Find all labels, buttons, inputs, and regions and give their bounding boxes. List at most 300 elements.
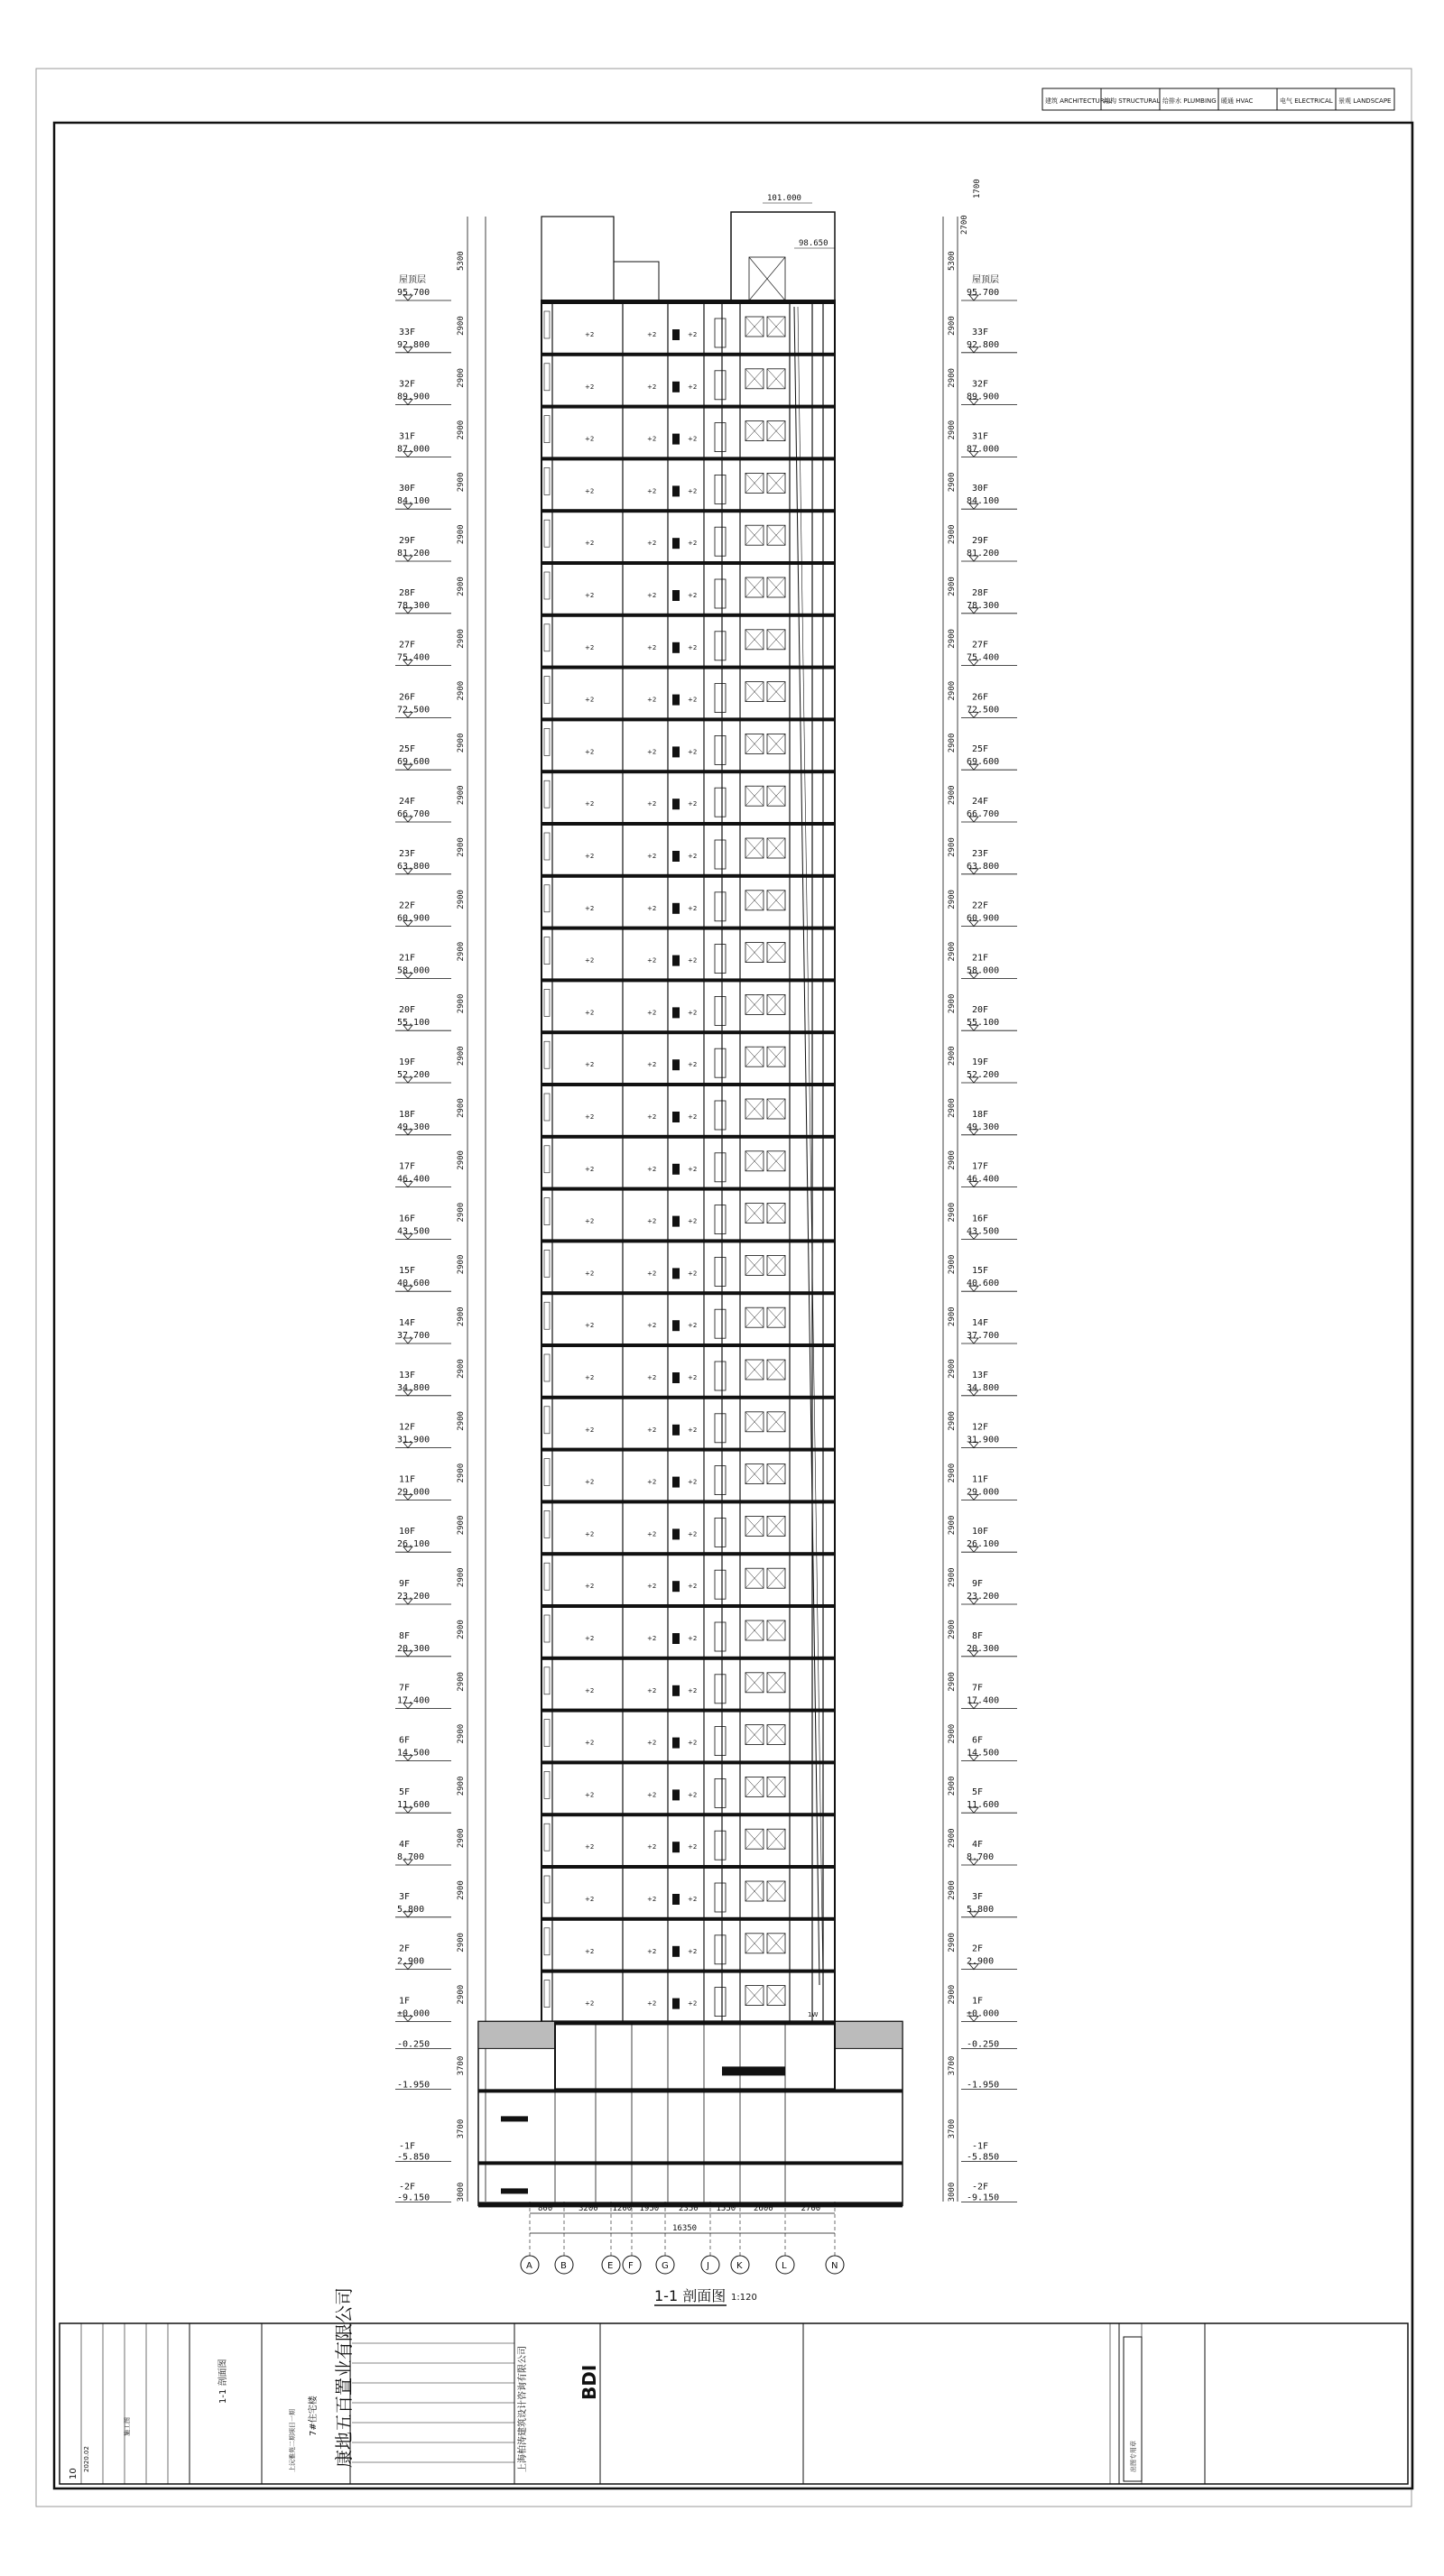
grid-total-dim: 16350 — [672, 2224, 698, 2233]
level-elev-right: 14.500 — [967, 1748, 1000, 1759]
level-elev-right: 75.400 — [967, 652, 1000, 663]
room-tag: +2 — [585, 1113, 595, 1121]
level-elev-right: 84.100 — [967, 496, 1000, 507]
level-name-right: 12F — [972, 1422, 989, 1433]
level-elev-left: 23.200 — [397, 1592, 430, 1602]
level-elev-left: 60.900 — [397, 913, 430, 924]
level-name-left: 4F — [399, 1840, 411, 1850]
floor-slab — [542, 1448, 835, 1452]
storey-dim-right: 2900 — [948, 1776, 957, 1796]
level-name-left: 9F — [399, 1579, 411, 1589]
floor-slab — [542, 1396, 835, 1399]
sheet-outer-border — [36, 69, 1412, 2507]
room-tag: +2 — [688, 1739, 698, 1747]
level-elev-right: 95.700 — [967, 288, 1000, 298]
storey-dim-left: 2900 — [457, 1567, 466, 1588]
room-tag: +2 — [647, 592, 657, 599]
floor-slab — [542, 1760, 835, 1764]
level-labels-right — [943, 179, 1017, 2202]
sub-level-name-right: -1F — [972, 2141, 989, 2152]
level-elev-right: 63.800 — [967, 861, 1000, 872]
level-name-right: 16F — [972, 1214, 989, 1224]
room-tag: +2 — [688, 1061, 698, 1069]
section-scale: 1:120 — [731, 2293, 757, 2303]
room-tag: +2 — [647, 1009, 657, 1017]
level-elev-right: 40.600 — [967, 1279, 1000, 1289]
storey-dim-right: 2900 — [948, 993, 957, 1014]
level-name-right: 19F — [972, 1057, 989, 1067]
level-elev-left: 14.500 — [397, 1748, 430, 1759]
level-elev-right: 8.700 — [967, 1852, 995, 1862]
room-tag: +2 — [647, 487, 657, 495]
level-elev-right: 2.900 — [967, 1956, 995, 1967]
tb-date: 2020.02 — [83, 2446, 90, 2472]
level-elev-left: 26.100 — [397, 1539, 430, 1550]
level-elev-left: 55.100 — [397, 1018, 430, 1029]
floor-slab — [542, 822, 835, 826]
level-elev-right: 66.700 — [967, 809, 1000, 819]
storey-dim-left: 2900 — [457, 1463, 466, 1483]
room-tag: +2 — [647, 853, 657, 860]
room-tag: +2 — [688, 696, 698, 704]
room-tag: +2 — [585, 1426, 595, 1434]
level-name-right: 3F — [972, 1891, 984, 1902]
room-tag: +2 — [585, 1843, 595, 1851]
room-tag: +2 — [585, 1217, 595, 1225]
level-name-right: 27F — [972, 640, 989, 651]
room-tag: +2 — [647, 1947, 657, 1955]
storey-dim-left: 2900 — [457, 941, 466, 962]
level-name-right: 30F — [972, 484, 989, 494]
room-tag: +2 — [688, 1374, 698, 1381]
level-elev-left: 78.300 — [397, 600, 430, 611]
floor-slab — [542, 874, 835, 878]
level-name-right: 23F — [972, 848, 989, 859]
storey-dim-right: 2900 — [948, 1046, 957, 1066]
storey-dim-right: 2900 — [948, 1150, 957, 1170]
discipline-label: 结构 STRUCTURAL — [1104, 97, 1161, 105]
sub-level-name-left: -2F — [399, 2182, 416, 2193]
grid-dim: 2700 — [801, 2204, 821, 2213]
level-name-left: 8F — [399, 1630, 411, 1641]
level-elev-left: 2.900 — [397, 1956, 425, 1967]
grid-axis-label: E — [607, 2261, 614, 2271]
level-name-left: 32F — [399, 379, 416, 390]
level-elev-right: 92.800 — [967, 339, 1000, 350]
floor-slab — [542, 614, 835, 617]
room-tag: +2 — [647, 1999, 657, 2008]
storey-dim-left: 2900 — [457, 1620, 466, 1639]
level-elev-left: 31.900 — [397, 1435, 430, 1445]
room-tag: +2 — [585, 1791, 595, 1799]
storey-dim-right: 2900 — [948, 629, 957, 649]
room-tag: +2 — [585, 800, 595, 808]
sub-level-elev-right: -5.850 — [967, 2152, 1000, 2163]
floor-slab — [542, 509, 835, 512]
storey-dim-left: 2900 — [457, 1254, 466, 1275]
level-elev-right: 60.900 — [967, 913, 1000, 924]
storey-dim-right: 2900 — [948, 1880, 957, 1900]
room-tag: +2 — [585, 1896, 595, 1903]
storey-dim-left: 2900 — [457, 1672, 466, 1692]
room-tag: +2 — [688, 1530, 698, 1538]
floor-slab — [542, 717, 835, 721]
level-name-right: 22F — [972, 900, 989, 911]
level-elev-left: 17.400 — [397, 1695, 430, 1706]
room-tag: +2 — [647, 1583, 657, 1591]
roof-top-elev-2: 98.650 — [799, 239, 828, 248]
storey-dim-right: 2900 — [948, 1202, 957, 1223]
room-tag: +2 — [688, 1322, 698, 1330]
room-tag: +2 — [688, 1009, 698, 1017]
level-name-right: 5F — [972, 1787, 984, 1798]
storey-dim-left: 2900 — [457, 1723, 466, 1744]
level-elev-left: 29.000 — [397, 1487, 430, 1498]
room-tag: +2 — [585, 1478, 595, 1486]
tb-drawing-name: 1-1 剖面图 — [218, 2359, 228, 2404]
room-tag: +2 — [647, 1530, 657, 1538]
grid-axes — [521, 2202, 844, 2274]
grid-dim: 1950 — [639, 2204, 660, 2213]
level-elev-right: 31.900 — [967, 1435, 1000, 1445]
level-name-left: 7F — [399, 1683, 411, 1694]
storey-dim-left: 2900 — [457, 1411, 466, 1431]
level-elev-left: 87.000 — [397, 444, 430, 455]
grid-axis-label: N — [831, 2261, 838, 2271]
storey-dim-left: 2900 — [457, 368, 466, 388]
room-tag: +2 — [585, 540, 595, 548]
grid-axis-label: J — [707, 2261, 709, 2271]
room-tag: +2 — [688, 487, 698, 495]
sub-storey-dim-right: 3700 — [948, 2055, 957, 2076]
level-name-left: 28F — [399, 587, 416, 598]
room-tag: +2 — [688, 592, 698, 599]
level-elev-right: 72.500 — [967, 705, 1000, 716]
level-elev-right: 58.000 — [967, 965, 1000, 976]
storey-dim-right: 2900 — [948, 1672, 957, 1692]
room-tag: +2 — [647, 435, 657, 443]
level-elev-left: 46.400 — [397, 1174, 430, 1185]
level-name-right: 14F — [972, 1318, 989, 1328]
discipline-label: 给排水 PLUMBING — [1162, 97, 1217, 105]
floor-slab — [542, 561, 835, 565]
storey-dim-left: 2900 — [457, 1933, 466, 1953]
room-tag: +2 — [647, 1791, 657, 1799]
level-elev-left: 75.400 — [397, 652, 430, 663]
floor-slab — [542, 1030, 835, 1034]
grid-dim: 1200 — [612, 2204, 633, 2213]
top-dim: 5300 — [948, 251, 957, 271]
level-name-right: 24F — [972, 797, 989, 807]
discipline-label: 电气 ELECTRICAL — [1280, 97, 1333, 105]
room-tag: +2 — [585, 1999, 595, 2008]
storey-dim-right: 2900 — [948, 420, 957, 440]
section-title: 1-1 剖面图 — [654, 2287, 727, 2304]
storey-dim-right: 2900 — [948, 368, 957, 388]
level-elev-left: 52.200 — [397, 1070, 430, 1080]
storey-dim-right: 2900 — [948, 733, 957, 753]
floor-slab — [542, 1604, 835, 1608]
level-name-right: 10F — [972, 1527, 989, 1537]
storey-dim-right: 2900 — [948, 890, 957, 909]
room-tag: +2 — [647, 1217, 657, 1225]
floor-slab — [542, 1083, 835, 1086]
room-tag: +2 — [688, 1270, 698, 1278]
sub-level-elev-left: -0.250 — [397, 2039, 430, 2050]
room-tag: +2 — [585, 643, 595, 651]
storey-dim-right: 2900 — [948, 1984, 957, 2005]
level-name-left: 3F — [399, 1891, 411, 1902]
level-elev-right: 5.800 — [967, 1904, 995, 1915]
room-tag: +2 — [585, 1270, 595, 1278]
room-tag: +2 — [585, 435, 595, 443]
room-tag: +2 — [688, 748, 698, 756]
room-tag: +2 — [585, 331, 595, 338]
level-name-right: 9F — [972, 1579, 984, 1589]
storey-dim-right: 2900 — [948, 1306, 957, 1327]
room-tag: +2 — [688, 1947, 698, 1955]
storey-dim-right: 2900 — [948, 837, 957, 857]
sub-storey-dim-right: 3000 — [948, 2182, 957, 2202]
sub-level-elev-left: -5.850 — [397, 2152, 430, 2163]
room-tag: +2 — [688, 1896, 698, 1903]
grid-dim: 2350 — [679, 2204, 699, 2213]
tb-subproject: 7#住宅楼 — [309, 2396, 319, 2436]
storey-dim-left: 2900 — [457, 524, 466, 545]
level-elev-left: 5.800 — [397, 1904, 425, 1915]
room-tag: +2 — [585, 1583, 595, 1591]
level-elev-left: 72.500 — [397, 705, 430, 716]
level-elev-left: ±0.000 — [397, 2008, 430, 2019]
storey-dim-right: 2900 — [948, 1723, 957, 1744]
top-dim-left: 5300 — [457, 251, 466, 271]
level-name-left: 2F — [399, 1944, 411, 1954]
floor-slab — [542, 1709, 835, 1713]
level-elev-right: 29.000 — [967, 1487, 1000, 1498]
room-tag: +2 — [647, 1270, 657, 1278]
top-dim: 1700 — [973, 179, 982, 199]
tb-company: 上海柏涛建筑设计咨询有限公司 — [518, 2346, 528, 2472]
level-elev-left: 58.000 — [397, 965, 430, 976]
storey-dim-right: 2900 — [948, 680, 957, 701]
level-elev-right: 87.000 — [967, 444, 1000, 455]
storey-dim-left: 2900 — [457, 1098, 466, 1118]
room-tag: +2 — [688, 1426, 698, 1434]
storey-dim-right: 2900 — [948, 941, 957, 962]
storey-dim-left: 2900 — [457, 1776, 466, 1796]
storey-dim-right: 2900 — [948, 472, 957, 493]
level-name-right: 20F — [972, 1005, 989, 1016]
storey-dim-left: 2900 — [457, 1306, 466, 1327]
room-tag: +2 — [688, 956, 698, 965]
room-tag: +2 — [647, 1165, 657, 1173]
room-tag: +2 — [647, 1478, 657, 1486]
sub-level-elev-right: -1.950 — [967, 2080, 1000, 2091]
room-tag: +2 — [688, 1113, 698, 1121]
room-tag: +2 — [647, 1426, 657, 1434]
room-tag: +2 — [585, 748, 595, 756]
tb-seal-text: 出图专用章 — [1130, 2441, 1137, 2472]
floor-slab — [542, 978, 835, 982]
storey-dim-left: 2900 — [457, 1515, 466, 1536]
room-tag: +2 — [647, 1061, 657, 1069]
room-tag: +2 — [585, 1009, 595, 1017]
floor-slab — [542, 1813, 835, 1816]
grid-axis-label: A — [526, 2261, 532, 2271]
level-elev-left: 84.100 — [397, 496, 430, 507]
storey-dim-left: 2900 — [457, 1046, 466, 1066]
room-tag: +2 — [585, 696, 595, 704]
discipline-label: 暖通 HVAC — [1221, 97, 1254, 105]
storey-dim-left: 2900 — [457, 316, 466, 336]
grid-dim: 1550 — [716, 2204, 736, 2213]
floor-slab — [542, 1970, 835, 1973]
level-name-right: 屋顶层 — [972, 275, 999, 285]
room-tag: +2 — [647, 748, 657, 756]
storey-dim-right: 2900 — [948, 1620, 957, 1639]
room-tag: +2 — [647, 1374, 657, 1381]
level-name-left: 1F — [399, 1996, 411, 2007]
level-name-left: 20F — [399, 1005, 416, 1016]
floor-slab — [542, 1135, 835, 1139]
storey-dim-left: 2900 — [457, 472, 466, 493]
room-tag: +2 — [688, 800, 698, 808]
level-elev-left: 49.300 — [397, 1122, 430, 1132]
storey-dim-left: 2900 — [457, 1984, 466, 2005]
level-elev-left: 92.800 — [397, 339, 430, 350]
room-tag: +2 — [585, 1635, 595, 1642]
storey-dim-left: 2900 — [457, 890, 466, 909]
level-name-right: 2F — [972, 1944, 984, 1954]
room-tag: +2 — [647, 956, 657, 965]
grid-axis-label: F — [628, 2261, 634, 2271]
level-name-left: 17F — [399, 1161, 416, 1172]
sub-storey-dim-left: 3700 — [457, 2119, 466, 2139]
grid-axis-label: B — [560, 2261, 567, 2271]
level-elev-left: 8.700 — [397, 1852, 425, 1862]
grid-axis-bubble — [701, 2256, 719, 2274]
room-tag: +2 — [688, 643, 698, 651]
discipline-bar — [1042, 88, 1394, 110]
tb-phase: 施工图 — [124, 2417, 131, 2436]
room-tag: +2 — [688, 904, 698, 912]
room-tag: +2 — [585, 1686, 595, 1694]
room-tag: +2 — [688, 853, 698, 860]
room-tag: +2 — [647, 540, 657, 548]
level-elev-left: 95.700 — [397, 288, 430, 298]
tb-project: 上沅雅苑二期项目一期 — [289, 2409, 296, 2472]
room-tag: +2 — [647, 383, 657, 391]
level-name-left: 29F — [399, 536, 416, 546]
roof-top-elev-1: 101.000 — [767, 194, 801, 203]
room-tag: +2 — [585, 592, 595, 599]
room-tag: +2 — [585, 956, 595, 965]
room-tag: +2 — [585, 1739, 595, 1747]
storey-dim-left: 2900 — [457, 629, 466, 649]
floor-slab — [542, 770, 835, 773]
sub-level-elev-left: -1.950 — [397, 2080, 430, 2091]
level-elev-right: ±0.000 — [967, 2008, 1000, 2019]
level-name-right: 1F — [972, 1996, 984, 2007]
floor-slab — [542, 1291, 835, 1295]
storey-dim-right: 2900 — [948, 1411, 957, 1431]
level-elev-left: 20.300 — [397, 1643, 430, 1654]
room-tag: +2 — [688, 1635, 698, 1642]
level-name-right: 32F — [972, 379, 989, 390]
level-name-right: 15F — [972, 1266, 989, 1277]
grid-axis-label: G — [662, 2261, 669, 2271]
tb-drawing-no: 10 — [69, 2468, 79, 2479]
sub-storey-dim-left: 3700 — [457, 2055, 466, 2076]
sub-level-elev-left: -9.150 — [397, 2193, 430, 2203]
level-name-right: 21F — [972, 953, 989, 964]
level-labels-left — [395, 217, 486, 2202]
sub-level-elev-right: -9.150 — [967, 2193, 1000, 2203]
level-elev-right: 81.200 — [967, 549, 1000, 559]
room-tag: +2 — [688, 1999, 698, 2008]
level-elev-right: 23.200 — [967, 1592, 1000, 1602]
room-tag: +2 — [688, 1843, 698, 1851]
level-name-right: 11F — [972, 1474, 989, 1485]
level-elev-left: 81.200 — [397, 549, 430, 559]
level-elev-right: 17.400 — [967, 1695, 1000, 1706]
level-name-right: 33F — [972, 327, 989, 337]
level-name-left: 24F — [399, 797, 416, 807]
level-elev-right: 11.600 — [967, 1800, 1000, 1811]
sub-level-name-right: -2F — [972, 2182, 989, 2193]
level-name-left: 22F — [399, 900, 416, 911]
storey-dim-right: 2900 — [948, 577, 957, 596]
room-tag: +2 — [647, 643, 657, 651]
room-tag: +2 — [647, 1896, 657, 1903]
level-elev-left: 43.500 — [397, 1226, 430, 1237]
room-tag: +2 — [647, 1322, 657, 1330]
level-elev-left: 11.600 — [397, 1800, 430, 1811]
storey-dim-right: 2900 — [948, 1828, 957, 1849]
title-block — [60, 2287, 1408, 2484]
level-elev-left: 34.800 — [397, 1382, 430, 1393]
level-name-right: 29F — [972, 536, 989, 546]
level-elev-right: 89.900 — [967, 392, 1000, 402]
room-tag: +2 — [688, 1686, 698, 1694]
storey-dim-left: 2900 — [457, 1202, 466, 1223]
floor-slab — [542, 1239, 835, 1242]
floor-slab — [542, 1187, 835, 1191]
building-section — [478, 194, 902, 2207]
storey-dim-left: 2900 — [457, 837, 466, 857]
discipline-label: 建筑 ARCHITECTURAL — [1045, 97, 1112, 105]
storey-dim-left: 2900 — [457, 1150, 466, 1170]
storey-dim-left: 2900 — [457, 1828, 466, 1849]
room-tag: +2 — [688, 1478, 698, 1486]
room-tag: +2 — [585, 853, 595, 860]
level-elev-right: 34.800 — [967, 1382, 1000, 1393]
storey-dim-right: 2900 — [948, 316, 957, 336]
floor-slab — [542, 927, 835, 930]
storey-dim-right: 2900 — [948, 1359, 957, 1379]
storey-dim-right: 2900 — [948, 1515, 957, 1536]
side-mark: 1W — [808, 2011, 819, 2018]
room-tag: +2 — [585, 1322, 595, 1330]
level-name-left: 6F — [399, 1735, 411, 1746]
level-name-left: 15F — [399, 1266, 416, 1277]
room-tag: +2 — [688, 1583, 698, 1591]
level-name-right: 31F — [972, 431, 989, 442]
level-name-left: 13F — [399, 1370, 416, 1380]
storey-dim-right: 2900 — [948, 1933, 957, 1953]
room-tag: +2 — [585, 487, 595, 495]
room-tag: +2 — [688, 1791, 698, 1799]
